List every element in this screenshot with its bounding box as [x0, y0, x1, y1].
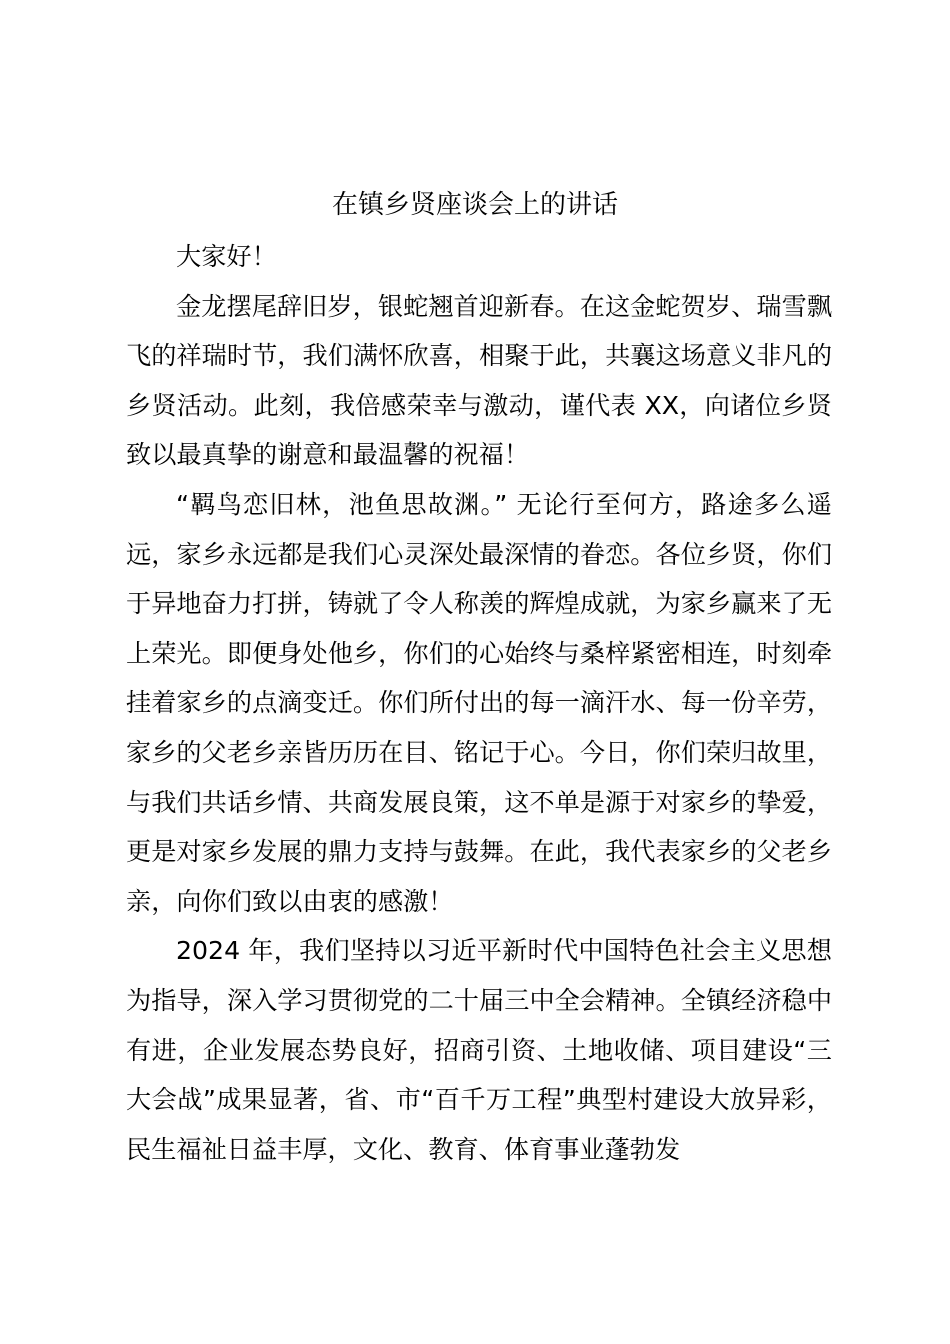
- document-title: 在镇乡贤座谈会上的讲话: [331, 190, 618, 220]
- paragraph-greeting: 大家好！: [176, 242, 277, 271]
- paragraph-homeland-tribute: “羁鸟恋旧林，池鱼思故渊。” 无论行至何方，路途多么遥远，家乡永远都是我们心灵深处最深情的眷恋。各位乡贤，你们于异地奋力打拼，铸就了令人称羡的辉煌成就，为家乡赢来了无上荣光。即便身处他乡，你们的心始终与桑梓紧密相连，时刻牵挂着家乡的点滴变迁。你们所付出的每一滴汗水、每一份辛劳，家乡的父老乡亲皆历历在目、铭记于心。今日，你们荣归故里，与我们共话乡情、共商发展良策，这不单是源于对家乡的挚爱，更是对家乡发展的鼎力支持与鼓舞。在此，我代表家乡的父老乡亲，向你们致以由衷的感激！: [126, 489, 832, 916]
- document-body: [126, 232, 832, 1174]
- paragraph-2024-review: 2024 年，我们坚持以习近平新时代中国特色社会主义思想为指导，深入学习贯彻党的二十届三中全会精神。全镇经济稳中有进，企业发展态势良好，招商引资、土地收储、项目建设“三大会战”成果显著，省、市“百千万工程”典型村建设大放异彩，民生福祉日益丰厚，文化、教育、体育事业蓬勃发: [126, 936, 832, 1164]
- paragraph-new-year-wishes: 金龙摆尾辞旧岁，银蛇翘首迎新春。在这金蛇贺岁、瑞雪飘飞的祥瑞时节，我们满怀欣喜，相聚于此，共襄这场意义非凡的乡贤活动。此刻，我倍感荣幸与激动，谨代表 XX，向诸位乡贤致以最真挚的谢意和最温馨的祝福！: [126, 291, 832, 470]
